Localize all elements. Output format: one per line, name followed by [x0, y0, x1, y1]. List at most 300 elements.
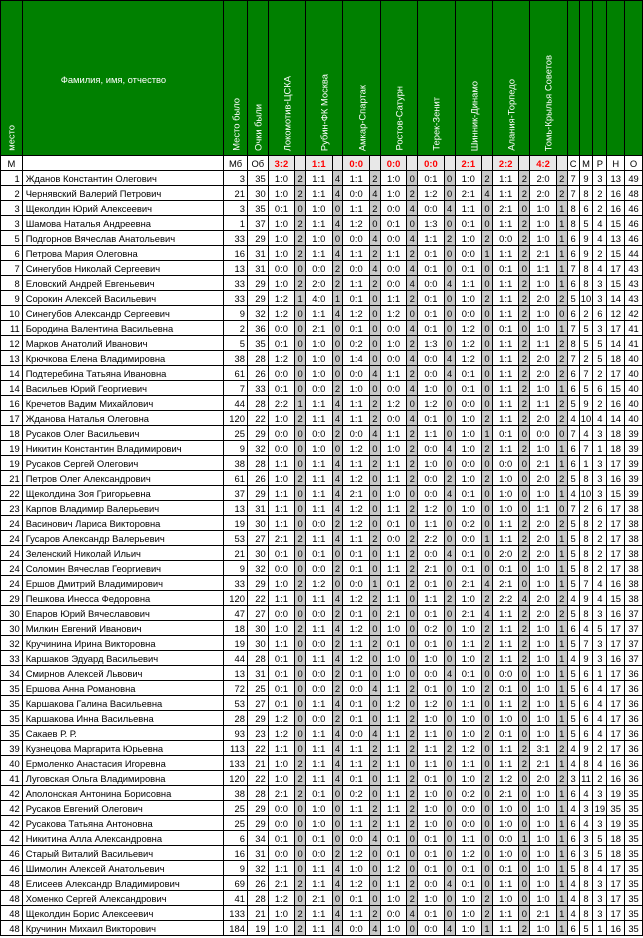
prediction-cell: 2:0: [530, 531, 557, 546]
place-cell: 7: [1, 261, 23, 276]
stat-cell: 8: [567, 336, 579, 351]
prediction-cell: 1:0: [306, 201, 333, 216]
prediction-cell: 0:0: [268, 426, 295, 441]
stat-cell: 8: [579, 276, 593, 291]
stat-cell: 39: [625, 426, 643, 441]
stat-cell: 3: [593, 486, 607, 501]
prediction-points-cell: 0: [332, 321, 343, 336]
prediction-points-cell: 0: [369, 216, 380, 231]
prediction-points-cell: 0: [482, 861, 493, 876]
prediction-cell: 1:1: [343, 396, 370, 411]
name-cell: Ермоленко Анастасия Игоревна: [22, 756, 223, 771]
fio-header: Фамилия, имя, отчество: [22, 1, 223, 156]
prediction-cell: 0:0: [306, 426, 333, 441]
prediction-cell: 0:0: [343, 366, 370, 381]
prediction-cell: 1:0: [530, 381, 557, 396]
stat-cell: 8: [579, 861, 593, 876]
prediction-points-cell: 0: [407, 651, 418, 666]
prediction-points-cell: 4: [332, 171, 343, 186]
prediction-cell: 0:0: [455, 531, 482, 546]
prediction-points-cell: 1: [482, 426, 493, 441]
stat-cell: 17: [607, 531, 625, 546]
prediction-points-cell: 2: [332, 636, 343, 651]
prediction-cell: 1:1: [492, 186, 519, 201]
prediction-points-cell: 2: [407, 456, 418, 471]
stat-cell: 38: [625, 531, 643, 546]
prediction-cell: 0:1: [343, 546, 370, 561]
prediction-cell: 1:1: [306, 396, 333, 411]
prediction-cell: 2:1: [492, 786, 519, 801]
prediction-cell: 0:1: [418, 861, 445, 876]
prediction-points-cell: 0: [444, 426, 455, 441]
prediction-points-cell: 0: [482, 486, 493, 501]
prediction-points-cell: 2: [482, 411, 493, 426]
prediction-points-cell: 0: [369, 666, 380, 681]
prediction-cell: 1:1: [492, 441, 519, 456]
prediction-cell: 0:0: [268, 561, 295, 576]
prev-place-cell: 38: [224, 351, 248, 366]
prediction-points-cell: 2: [369, 396, 380, 411]
prediction-cell: 0:1: [268, 336, 295, 351]
stat-cell: 7: [567, 186, 579, 201]
stat-cell: 17: [607, 711, 625, 726]
prediction-points-cell: 2: [369, 411, 380, 426]
stat-cell: 5: [567, 471, 579, 486]
stat-cell: 17: [607, 681, 625, 696]
prediction-cell: 1:1: [380, 561, 407, 576]
prediction-points-cell: 4: [444, 276, 455, 291]
prediction-points-cell: 4: [369, 831, 380, 846]
prediction-points-cell: 1: [556, 666, 567, 681]
name-cell: Русаков Сергей Олегович: [22, 456, 223, 471]
prediction-points-cell: 0: [519, 486, 530, 501]
prediction-cell: 1:2: [343, 216, 370, 231]
stat-cell: 43: [625, 276, 643, 291]
prediction-points-cell: 0: [444, 456, 455, 471]
prediction-cell: 1:0: [455, 426, 482, 441]
prediction-cell: 1:0: [530, 486, 557, 501]
name-cell: Никитин Константин Владимирович: [22, 441, 223, 456]
table-row: [1, 561, 643, 576]
prediction-points-cell: 0: [519, 876, 530, 891]
prediction-cell: 1:0: [530, 636, 557, 651]
stat-cell: 5: [579, 921, 593, 936]
prev-place-cell: 1: [224, 216, 248, 231]
prediction-cell: 1:0: [418, 651, 445, 666]
prediction-cell: 2:1: [306, 891, 333, 906]
prediction-cell: 1:1: [492, 276, 519, 291]
prediction-points-cell: 2: [295, 876, 306, 891]
table-row: [1, 516, 643, 531]
prediction-cell: 1:1: [343, 276, 370, 291]
stat-cell: 17: [607, 696, 625, 711]
prediction-cell: 0:0: [306, 561, 333, 576]
stat-cell: 46: [625, 201, 643, 216]
prediction-cell: 0:1: [380, 636, 407, 651]
standings-body: [1, 171, 643, 936]
prediction-cell: 1:0: [268, 246, 295, 261]
stat-cell: 4: [579, 816, 593, 831]
prediction-cell: 1:1: [380, 816, 407, 831]
prediction-cell: 1:1: [306, 621, 333, 636]
place-cell: 48: [1, 876, 23, 891]
result-spacer: [444, 156, 455, 171]
stat-cell: 42: [625, 306, 643, 321]
prediction-cell: 1:1: [380, 246, 407, 261]
stat-cell: 41: [625, 336, 643, 351]
prediction-points-cell: 0: [295, 636, 306, 651]
prediction-points-cell: 0: [369, 381, 380, 396]
prediction-points-cell: 2: [332, 516, 343, 531]
stat-cell: 6: [567, 441, 579, 456]
prediction-points-cell: 0: [295, 546, 306, 561]
prediction-points-cell: 1: [556, 216, 567, 231]
stat-cell: 5: [579, 321, 593, 336]
prediction-points-cell: 0: [407, 486, 418, 501]
prev-points-cell: 29: [247, 276, 268, 291]
prediction-cell: 1:0: [492, 801, 519, 816]
stat-cell: 15: [607, 246, 625, 261]
prediction-points-cell: 0: [369, 621, 380, 636]
stat-cell: 5: [567, 516, 579, 531]
prediction-cell: 2:1: [343, 486, 370, 501]
prediction-points-cell: 2: [556, 291, 567, 306]
prediction-points-cell: 0: [369, 351, 380, 366]
prediction-cell: 1:1: [492, 381, 519, 396]
prediction-points-cell: 0: [295, 831, 306, 846]
prediction-points-cell: 1: [556, 381, 567, 396]
prediction-cell: 0:0: [380, 261, 407, 276]
table-row: [1, 171, 643, 186]
prediction-points-cell: 1: [556, 861, 567, 876]
prediction-cell: 0:1: [418, 291, 445, 306]
table-row: [1, 846, 643, 861]
stat-cell: 19: [607, 786, 625, 801]
stat-cell: 38: [625, 516, 643, 531]
stat-cell: 18: [607, 351, 625, 366]
prediction-cell: 0:1: [418, 261, 445, 276]
prediction-cell: 1:1: [306, 486, 333, 501]
place-cell: 19: [1, 456, 23, 471]
prediction-cell: 1:1: [492, 636, 519, 651]
prev-points-cell: 31: [247, 246, 268, 261]
table-row: [1, 231, 643, 246]
name-cell: Ершова Анна Романовна: [22, 681, 223, 696]
prev-place-cell: 6: [224, 831, 248, 846]
stat-cell: 18: [607, 441, 625, 456]
prediction-points-cell: 0: [369, 501, 380, 516]
prediction-cell: 2:0: [530, 606, 557, 621]
table-row: [1, 501, 643, 516]
prediction-points-cell: 2: [407, 531, 418, 546]
stat-cell: 6: [593, 306, 607, 321]
prediction-cell: 1:0: [455, 771, 482, 786]
stat-cell: 37: [625, 606, 643, 621]
prev-place-cell: 9: [224, 861, 248, 876]
prediction-points-cell: 2: [407, 186, 418, 201]
prediction-points-cell: 4: [369, 231, 380, 246]
prediction-points-cell: 0: [369, 606, 380, 621]
prediction-points-cell: 1: [556, 906, 567, 921]
prediction-cell: 1:2: [455, 846, 482, 861]
prediction-cell: 1:0: [455, 501, 482, 516]
place-cell: 35: [1, 696, 23, 711]
prediction-points-cell: 0: [444, 261, 455, 276]
prediction-points-cell: 2: [407, 786, 418, 801]
prediction-cell: 1:2: [343, 441, 370, 456]
prediction-points-cell: 0: [556, 426, 567, 441]
prediction-points-cell: 0: [519, 891, 530, 906]
prediction-points-cell: 0: [482, 876, 493, 891]
stat-code: О: [625, 156, 643, 171]
name-cell: Русаков Евгений Олегович: [22, 801, 223, 816]
prediction-points-cell: 0: [444, 561, 455, 576]
stat-code: Н: [607, 156, 625, 171]
prediction-points-cell: 2: [482, 591, 493, 606]
prediction-cell: 1:0: [455, 681, 482, 696]
stat-cell: 36: [625, 666, 643, 681]
stat-cell: 35: [625, 906, 643, 921]
prediction-points-cell: 0: [295, 261, 306, 276]
prediction-cell: 2:1: [455, 186, 482, 201]
prediction-cell: 1:0: [455, 621, 482, 636]
prev-place-cell: 13: [224, 501, 248, 516]
table-row: [1, 696, 643, 711]
stat-cell: 7: [579, 576, 593, 591]
prediction-points-cell: 0: [519, 726, 530, 741]
place-header: место: [1, 1, 23, 156]
stat-cell: 5: [579, 381, 593, 396]
prediction-points-cell: 4: [407, 276, 418, 291]
prev-place-cell: 13: [224, 261, 248, 276]
prediction-points-cell: 4: [407, 411, 418, 426]
prediction-cell: 1:1: [343, 201, 370, 216]
table-row: [1, 291, 643, 306]
prev-points-cell: 29: [247, 801, 268, 816]
place-cell: 35: [1, 681, 23, 696]
prediction-cell: 0:1: [418, 606, 445, 621]
result-spacer: [295, 156, 306, 171]
prev-place-cell: 16: [224, 846, 248, 861]
prev-place-cell: 9: [224, 306, 248, 321]
prediction-points-cell: 0: [444, 756, 455, 771]
stat-cell: 13: [607, 171, 625, 186]
prediction-cell: 1:1: [492, 606, 519, 621]
prediction-points-cell: 2: [482, 471, 493, 486]
prev-place-cell: 2: [224, 321, 248, 336]
prediction-cell: 1:2: [455, 741, 482, 756]
prediction-cell: 1:1: [380, 366, 407, 381]
place-cell: 24: [1, 516, 23, 531]
prediction-points-cell: 2: [519, 291, 530, 306]
prev-place-cell: 133: [224, 906, 248, 921]
prev-place-cell: 133: [224, 756, 248, 771]
stat-header: [625, 1, 643, 156]
prev-points-cell: 29: [247, 291, 268, 306]
prev-place-cell: 38: [224, 786, 248, 801]
stat-cell: 8: [579, 516, 593, 531]
stat-cell: 2: [593, 531, 607, 546]
table-row: [1, 261, 643, 276]
prediction-cell: 1:1: [492, 306, 519, 321]
place-cell: 29: [1, 591, 23, 606]
prediction-points-cell: 0: [482, 261, 493, 276]
prediction-points-cell: 2: [407, 711, 418, 726]
prediction-points-cell: 0: [369, 876, 380, 891]
prediction-points-cell: 4: [332, 771, 343, 786]
prev-points-cell: 31: [247, 666, 268, 681]
prediction-points-cell: 1: [556, 486, 567, 501]
stat-cell: 8: [579, 531, 593, 546]
prediction-cell: 0:1: [418, 831, 445, 846]
prediction-points-cell: 0: [482, 456, 493, 471]
prediction-cell: 1:0: [268, 921, 295, 936]
name-cell: Кручинина Ирина Викторовна: [22, 636, 223, 651]
prediction-points-cell: 2: [482, 771, 493, 786]
table-row: [1, 546, 643, 561]
name-cell: Соломин Вячеслав Георгиевич: [22, 561, 223, 576]
result-spacer: [519, 156, 530, 171]
prediction-cell: 1:1: [455, 696, 482, 711]
table-row: [1, 756, 643, 771]
prediction-points-cell: 1: [556, 711, 567, 726]
prediction-cell: 1:1: [268, 636, 295, 651]
stat-cell: 8: [579, 186, 593, 201]
stat-cell: 12: [607, 306, 625, 321]
stat-cell: 36: [625, 696, 643, 711]
prediction-cell: 1:3: [418, 336, 445, 351]
place-cell: 24: [1, 561, 23, 576]
prediction-points-cell: 2: [295, 576, 306, 591]
place-cell: 3: [1, 216, 23, 231]
prev-points-cell: 19: [247, 921, 268, 936]
prediction-points-cell: 0: [407, 696, 418, 711]
prediction-cell: 1:1: [343, 171, 370, 186]
prediction-points-cell: 0: [482, 516, 493, 531]
stat-cell: 17: [607, 876, 625, 891]
prediction-points-cell: 2: [295, 786, 306, 801]
stat-cell: 9: [579, 591, 593, 606]
prediction-points-cell: 2: [556, 366, 567, 381]
prediction-cell: 2:0: [530, 471, 557, 486]
prediction-cell: 1:0: [530, 831, 557, 846]
prediction-cell: 1:1: [380, 471, 407, 486]
prediction-cell: 1:1: [492, 531, 519, 546]
prev-place-header: Место было: [224, 1, 248, 156]
stat-cell: 7: [579, 636, 593, 651]
place-cell: 10: [1, 306, 23, 321]
name-cell: Чернявский Валерий Петрович: [22, 186, 223, 201]
prediction-points-cell: 2: [407, 471, 418, 486]
stat-cell: 8: [579, 546, 593, 561]
place-cell: 46: [1, 861, 23, 876]
prediction-points-cell: 0: [407, 831, 418, 846]
prediction-points-cell: 0: [295, 591, 306, 606]
prediction-cell: 0:1: [268, 831, 295, 846]
prediction-points-cell: 2: [482, 891, 493, 906]
prediction-points-cell: 4: [332, 921, 343, 936]
name-cell: Русакова Татьяна Антоновна: [22, 816, 223, 831]
stat-cell: 6: [567, 366, 579, 381]
table-row: [1, 576, 643, 591]
prev-points-cell: 27: [247, 531, 268, 546]
place-cell: 5: [1, 231, 23, 246]
stat-cell: 5: [567, 666, 579, 681]
prediction-cell: 1:0: [492, 471, 519, 486]
prediction-cell: 1:0: [268, 621, 295, 636]
stat-cell: 3: [593, 276, 607, 291]
prediction-cell: 2:1: [418, 561, 445, 576]
prediction-cell: 0:0: [306, 516, 333, 531]
prediction-cell: 1:2: [343, 501, 370, 516]
stat-cell: 38: [625, 591, 643, 606]
match-header: Шинник-Динамо: [455, 1, 492, 156]
prediction-cell: 1:1: [380, 681, 407, 696]
prediction-points-cell: 0: [444, 636, 455, 651]
prediction-cell: 1:1: [380, 546, 407, 561]
place-cell: 12: [1, 336, 23, 351]
prediction-cell: 2:0: [530, 366, 557, 381]
prediction-cell: 0:1: [455, 876, 482, 891]
name-cell: Марков Анатолий Иванович: [22, 336, 223, 351]
name-cell: Каршакова Галина Васильевна: [22, 696, 223, 711]
prediction-cell: 1:1: [380, 756, 407, 771]
prediction-cell: 0:1: [418, 411, 445, 426]
prediction-points-cell: 0: [332, 441, 343, 456]
prediction-cell: 1:0: [306, 816, 333, 831]
stat-cell: 3: [593, 906, 607, 921]
stat-cell: 3: [579, 801, 593, 816]
prediction-points-cell: 0: [444, 171, 455, 186]
prediction-points-cell: 4: [332, 741, 343, 756]
prediction-points-cell: 2: [407, 771, 418, 786]
prediction-cell: 1:0: [530, 276, 557, 291]
stat-cell: 36: [625, 726, 643, 741]
stat-cell: 3: [579, 846, 593, 861]
prediction-points-cell: 1: [556, 726, 567, 741]
prediction-cell: 0:0: [306, 681, 333, 696]
prev-points-cell: 30: [247, 186, 268, 201]
prev-points-cell: 21: [247, 756, 268, 771]
prediction-points-cell: 0: [295, 891, 306, 906]
match-header: Амкар-Спартак: [343, 1, 380, 156]
prediction-points-cell: 0: [295, 201, 306, 216]
prediction-points-cell: 1: [556, 801, 567, 816]
prediction-points-cell: 0: [482, 846, 493, 861]
prediction-cell: 1:2: [492, 771, 519, 786]
prediction-points-cell: 4: [332, 876, 343, 891]
prediction-cell: 1:0: [530, 231, 557, 246]
place-cell: 41: [1, 771, 23, 786]
prediction-points-cell: 0: [332, 231, 343, 246]
prediction-cell: 0:2: [343, 336, 370, 351]
prediction-points-cell: 2: [556, 171, 567, 186]
prediction-cell: 1:2: [418, 501, 445, 516]
prediction-cell: 1:1: [306, 216, 333, 231]
prediction-cell: 1:1: [306, 876, 333, 891]
prediction-cell: 1:2: [343, 516, 370, 531]
name-cell: Каршаков Эдуард Васильевич: [22, 651, 223, 666]
name-cell: Крючкова Елена Владимировна: [22, 351, 223, 366]
stat-cell: 8: [579, 606, 593, 621]
prediction-points-cell: 4: [332, 861, 343, 876]
prediction-cell: 0:1: [380, 576, 407, 591]
prediction-cell: 1:1: [306, 186, 333, 201]
prediction-points-cell: 2: [332, 381, 343, 396]
prediction-cell: 2:0: [530, 546, 557, 561]
prediction-points-cell: 2: [519, 171, 530, 186]
stat-cell: 3: [593, 786, 607, 801]
